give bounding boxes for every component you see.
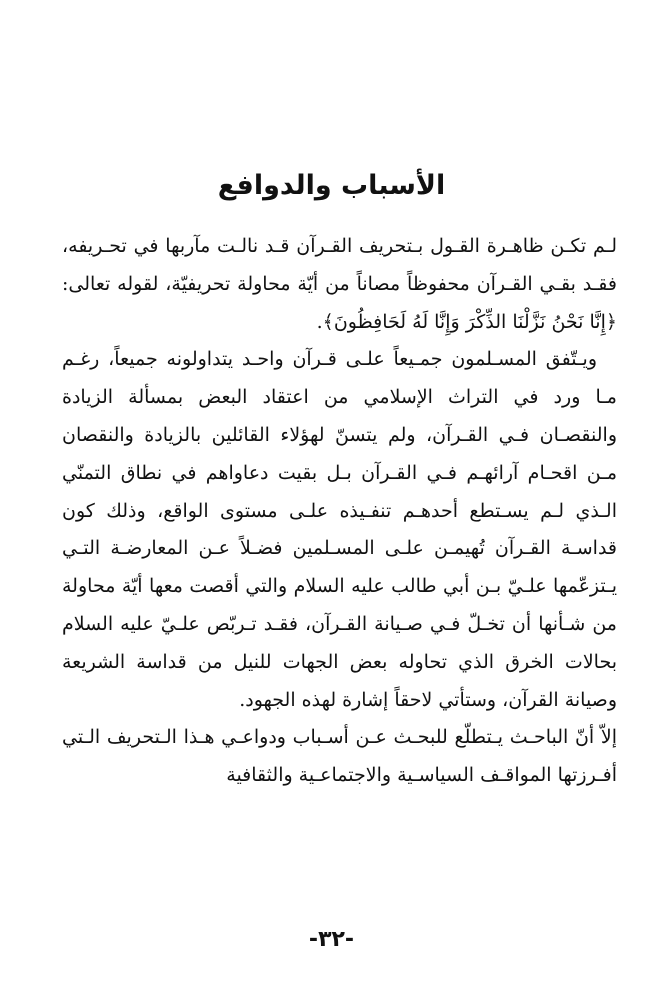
paragraph: لـم تكـن ظاهـرة القـول بـتحريف القـرآن قـد نالـت مآربها في تحـريفه، فقـد بقـي القـرآن محفوظاً مصاناً من أيّة محاولة تحريفيّة، لقوله تعالى: ﴿إِنَّا نَحْنُ نَزَّلْنَا الذِّكْرَ وَإِنَّا لَهُ لَحَافِظُونَ﴾. (62, 235, 617, 333)
chapter-title: الأسباب والدوافع (217, 170, 446, 201)
body-text (62, 228, 617, 795)
paragraph: ويـتّفق المسـلمون جمـيعاً علـى قـرآن واحـد يتداولونه جميعاً، رغـم مـا ورد في التراث الإسلامي من اعتقاد البعض بمسألة الزيادة والنقصـان فـي القـرآن، ولم يتسنّ لهؤلاء القائلين بالزيادة والنقصان مـن اقحـام آرائهـم فـي القـرآن بـل بقيت دعاواهم في نطاق التمنّي الـذي لـم يسـتطع أحدهـم تنفـيذه علـى مستوى الواقع، وذلك كون قداسـة القـرآن تُهيمـن علـى المسـلمين فضـلاً عـن المعارضـة التـي يـتزعّمها علـيّ بـن أبي طالب عليه السلام والتي أقصت معها أيّة محاولة من شـأنها أن تخـلّ فـي صـيانة القـرآن، فقـد تـربّص علـيّ عليه السلام بحالات الخرق الذي تحاوله بعض الجهات للنيل من قداسة الشريعة وصيانة القرآن، وستأتي لاحقاً إشارة لهذه الجهود. (62, 348, 617, 711)
page-number: -٣٢- (308, 927, 355, 952)
paragraph: إلاّ أنّ الباحـث يـتطلّع للبحـث عـن أسـباب ودواعـي هـذا الـتحريف الـتي أفـرزتها المواقـف السياسـية والاجتماعـية والثقافية (62, 726, 617, 787)
